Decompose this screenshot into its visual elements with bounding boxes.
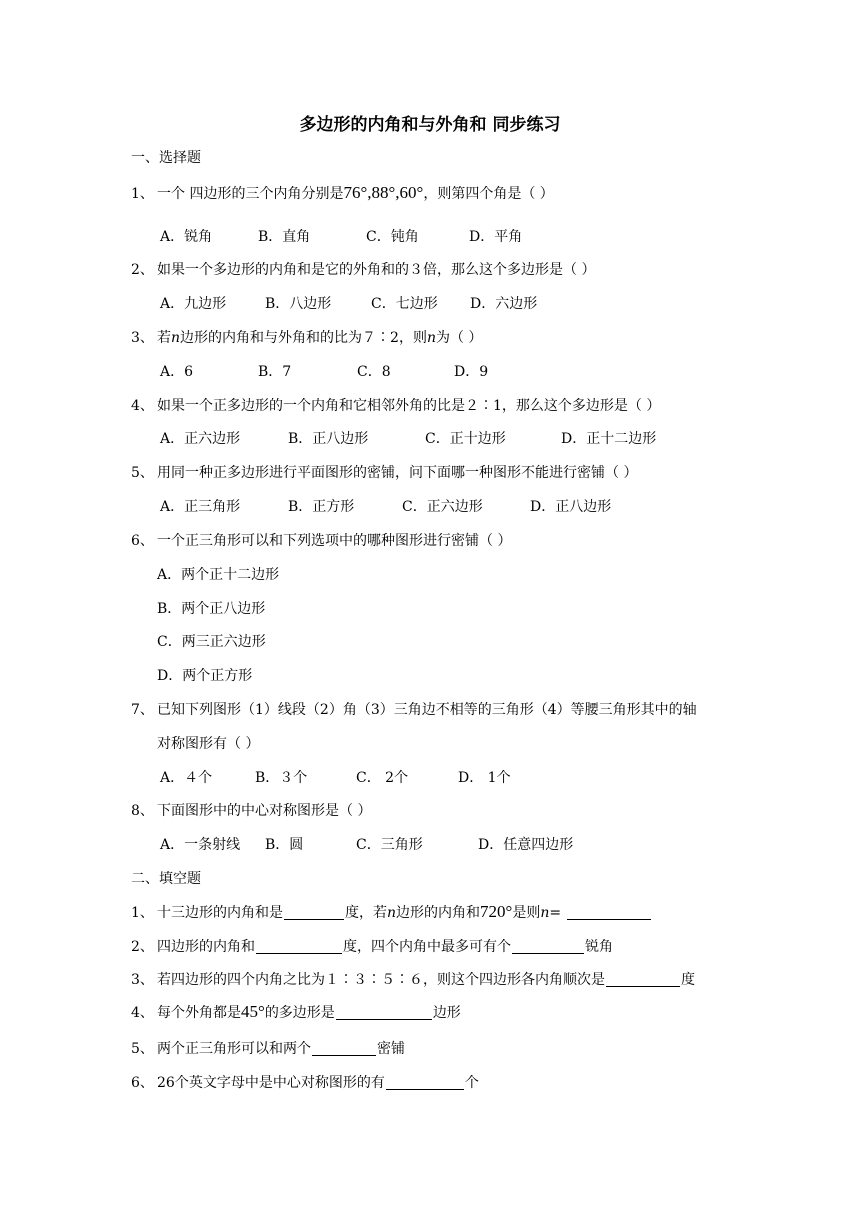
option-c: C． 2个	[356, 770, 409, 786]
option-a: A．一条射线	[160, 837, 241, 853]
option-c: C．钝角	[366, 229, 419, 245]
question-7-continued: 对称图形有（ ）	[157, 736, 260, 752]
option-b: B．圆	[265, 837, 304, 853]
question-number: 1、	[131, 186, 154, 202]
option-d: D．正十二边形	[561, 431, 657, 447]
fill-question-1: 1、 十三边形的内角和是 度，若n边形的内角和720°是则n=	[131, 902, 652, 922]
angle-values: 76°,88°,60°	[343, 183, 424, 202]
answer-blank[interactable]	[512, 938, 584, 954]
section-fill-heading: 二、填空题	[131, 871, 201, 887]
option-d: D． 1个	[458, 770, 511, 786]
question-3: 3、 若n边形的内角和与外角和的比为７∶2，则n为（ ）	[131, 330, 483, 346]
option-a: A．6	[160, 364, 194, 380]
option-d: D．任意四边形	[478, 837, 574, 853]
option-b: B．３个	[255, 770, 308, 786]
answer-blank[interactable]	[284, 904, 344, 920]
option-b: B．八边形	[265, 296, 332, 312]
answer-blank[interactable]	[606, 971, 680, 987]
option-a: A．正三角形	[160, 499, 241, 515]
option-b: B．7	[258, 364, 292, 380]
answer-blank[interactable]	[386, 1074, 464, 1090]
option-d: D．平角	[469, 229, 523, 245]
option-d: D．正八边形	[530, 499, 612, 515]
question-8: 8、 下面图形中的中心对称图形是（ ）	[131, 803, 372, 819]
fill-question-3: 3、 若四边形的四个内角之比为１∶３∶５∶６，则这个四边形各内角顺次是 度	[131, 972, 695, 988]
fill-question-5: 5、 两个正三角形可以和两个 密铺	[131, 1041, 405, 1057]
option-d: D．六边形	[470, 296, 538, 312]
question-4: 4、 如果一个正多边形的一个内角和它相邻外角的比是２∶1，那么这个多边形是（ ）	[131, 398, 661, 414]
option-c: C．正六边形	[402, 499, 483, 515]
option-a: A．４个	[160, 770, 213, 786]
option-b: B．正八边形	[288, 431, 369, 447]
option-c: C．三角形	[356, 837, 423, 853]
answer-blank[interactable]	[256, 938, 342, 954]
option-a: A．两个正十二边形	[157, 567, 280, 583]
page-title: 多边形的内角和与外角和 同步练习	[299, 115, 561, 135]
option-d: D．9	[454, 364, 489, 380]
option-a: A．正六边形	[160, 431, 241, 447]
fill-question-4: 4、 每个外角都是45°的多边形是 边形	[131, 1002, 461, 1021]
option-a: A．九边形	[160, 296, 227, 312]
answer-blank[interactable]	[336, 1004, 432, 1020]
option-b: B．直角	[258, 229, 311, 245]
option-c: C．两三正六边形	[157, 634, 266, 650]
option-b: B．正方形	[288, 499, 355, 515]
question-1: 1、 一个 四边形的三个内角分别是76°,88°,60°，则第四个角是（ ）	[131, 183, 554, 202]
question-5: 5、 用同一种正多边形进行平面图形的密铺，问下面哪一种图形不能进行密铺（ ）	[131, 465, 638, 481]
option-b: B．两个正八边形	[157, 601, 266, 617]
option-c: C．8	[357, 364, 391, 380]
question-6: 6、 一个正三角形可以和下列选项中的哪种图形进行密铺（ ）	[131, 533, 512, 549]
question-2: 2、 如果一个多边形的内角和是它的外角和的３倍，那么这个多边形是（ ）	[131, 262, 596, 278]
option-d: D．两个正方形	[157, 668, 253, 684]
option-a: A．锐角	[160, 229, 213, 245]
question-7: 7、 已知下列图形（1）线段（2）角（3）三角边不相等的三角形（4）等腰三角形其中的轴	[131, 702, 697, 718]
option-c: C．七边形	[371, 296, 438, 312]
fill-question-2: 2、 四边形的内角和 度，四个内角中最多可有个 锐角	[131, 939, 613, 955]
answer-blank[interactable]	[312, 1040, 376, 1056]
fill-question-6: 6、 26个英文字母中是中心对称图形的有 个	[131, 1075, 479, 1091]
answer-blank[interactable]	[567, 904, 651, 920]
section-choice-heading: 一、选择题	[131, 150, 201, 166]
option-c: C．正十边形	[425, 431, 506, 447]
